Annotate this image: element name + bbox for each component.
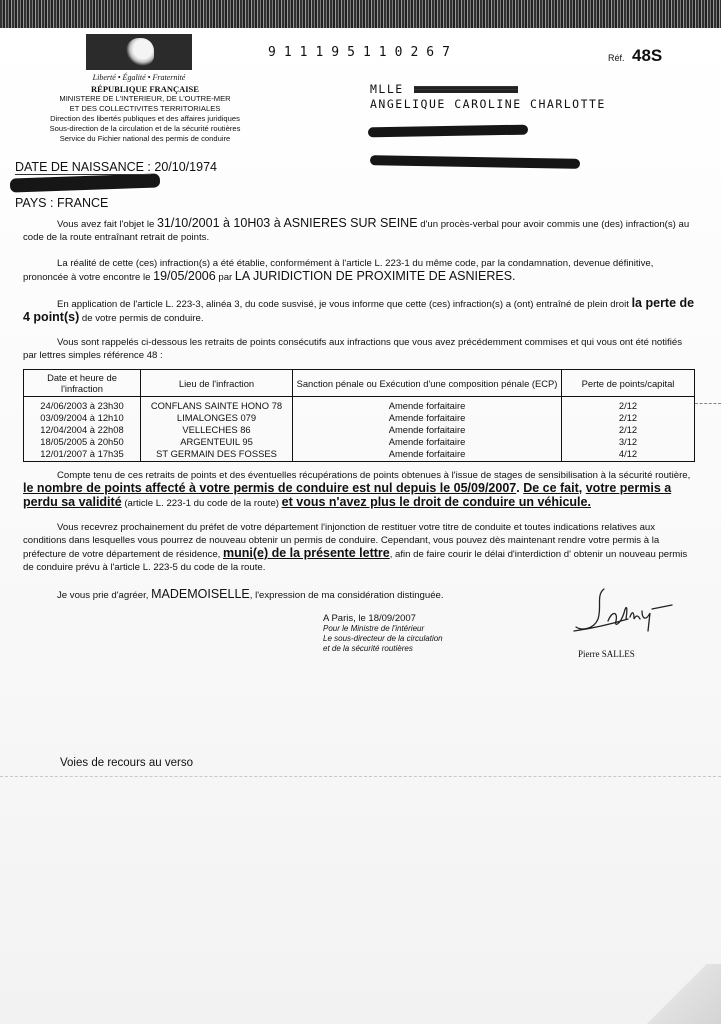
p5-comma: , xyxy=(578,481,586,495)
with-letter-statement: muni(e) de la présente lettre xyxy=(223,546,390,560)
birth-date-label: DATE DE NAISSANCE : xyxy=(15,160,151,174)
col-place-header: Lieu de l'infraction xyxy=(141,370,293,397)
row-points: 2/12 xyxy=(562,397,695,412)
row-date: 24/06/2003 à 23h30 xyxy=(24,397,141,412)
table-row xyxy=(24,397,695,412)
row-points: 2/12 xyxy=(562,423,695,435)
republic-motto: Liberté • Égalité • Fraternité xyxy=(92,73,186,82)
offence-date-place: 31/10/2001 à 10H03 à ASNIERES SUR SEINE xyxy=(156,216,418,230)
col-points-header: Perte de points/capital xyxy=(562,370,695,397)
scan-top-band xyxy=(0,0,721,28)
country-row xyxy=(15,196,108,210)
country-value: FRANCE xyxy=(56,196,109,210)
signature-line-3: et de la sécurité routières xyxy=(323,644,413,653)
table-header-row xyxy=(24,370,695,397)
republic-name: RÉPUBLIQUE FRANÇAISE xyxy=(91,84,199,94)
ministry-line-1: MINISTERE DE L'INTERIEUR, DE L'OUTRE-MER xyxy=(59,94,231,103)
no-driving-statement: et vous n'avez plus le droit de conduire un véhicule. xyxy=(281,495,591,509)
row-place: LIMALONGES 079 xyxy=(141,411,293,423)
row-sanction: Amende forfaitaire xyxy=(293,397,562,412)
salutation-title: MADEMOISELLE xyxy=(151,587,250,601)
paragraph-conviction xyxy=(23,257,695,284)
conviction-date: 19/05/2006 xyxy=(153,269,216,283)
reference-number: 911195110267 xyxy=(268,45,458,60)
p1-text-b: d'un procès-verbal pour avoir commis une (des) infraction(s) au code de la route entraînant retrait de points. xyxy=(23,219,690,243)
row-points: 3/12 xyxy=(562,435,695,447)
signature-line-1: Pour le Ministre de l'intérieur xyxy=(323,624,425,633)
country-label: PAYS : xyxy=(15,196,54,210)
scan-mark-line xyxy=(695,403,721,404)
p6-text-b: , afin de faire courir le délai d'interdiction d' obtenir un nouveau permis de conduire prévu à l'article L. 223-5 du code de la route. xyxy=(23,549,688,573)
signer-name: Pierre SALLES xyxy=(578,649,635,659)
marianne-logo xyxy=(86,34,192,70)
paragraph-prefect xyxy=(23,521,695,574)
place-date: A Paris, le 18/09/2007 xyxy=(323,613,416,624)
licence-invalid-statement: votre permis a perdu sa validité xyxy=(23,481,672,509)
p3-text-a: En application de l'article L. 223-3, alinéa 3, du code susvisé, je vous informe que cette (ces) infraction(s) a (ont) entraîné de plein droit xyxy=(57,299,632,310)
p5-text-a: Compte tenu de ces retraits de points et des éventuelles récupérations de points obtenues à l'issue de stages de sensibilisation à la sécurité routière, xyxy=(57,470,691,481)
row-place: VELLECHES 86 xyxy=(141,423,293,435)
ministry-line-2: ET DES COLLECTIVITES TERRITORIALES xyxy=(69,104,221,113)
row-points: 2/12 xyxy=(562,411,695,423)
infractions-table xyxy=(23,369,695,462)
fold-line xyxy=(0,776,721,777)
row-date: 03/09/2004 à 12h10 xyxy=(24,411,141,423)
row-sanction: Amende forfaitaire xyxy=(293,411,562,423)
p5-dot: . xyxy=(516,481,524,495)
appeal-notice: Voies de recours au verso xyxy=(60,757,193,769)
court-name: LA JURIDICTION DE PROXIMITE DE ASNIERES. xyxy=(234,269,516,283)
points-lost: la perte de 4 point(s) xyxy=(23,296,695,324)
birth-date-value: 20/10/1974 xyxy=(154,160,217,174)
ref-code: 48S xyxy=(632,46,663,65)
table-row xyxy=(24,447,695,462)
p2-text-a: La réalité de cette (ces) infraction(s) a été établie, conformément à l'article L. 223-1 du même code, par la condamnation, devenue définitive, prononcée à votre encontre le xyxy=(23,258,654,283)
row-place: ST GERMAIN DES FOSSES xyxy=(141,447,293,462)
signature-line-2: Le sous-directeur de la circulation xyxy=(323,634,443,643)
row-place: CONFLANS SAINTE HONO 78 xyxy=(141,397,293,412)
row-sanction: Amende forfaitaire xyxy=(293,423,562,435)
table-row xyxy=(24,411,695,423)
col-sanction-header: Sanction pénale ou Exécution d'une composition pénale (ECP) xyxy=(293,370,562,397)
recipient-first-names: ANGELIQUE CAROLINE CHARLOTTE xyxy=(370,97,606,111)
service-line: Service du Fichier national des permis de conduire xyxy=(59,134,231,143)
p3-text-b: de votre permis de conduire. xyxy=(79,313,204,324)
row-place: ARGENTEUIL 95 xyxy=(141,435,293,447)
signature-block xyxy=(323,613,443,654)
direction-line: Direction des libertés publiques et des affaires juridiques xyxy=(50,114,240,123)
page-curl xyxy=(631,964,721,1024)
marianne-silhouette-icon xyxy=(126,38,154,66)
table-row xyxy=(24,435,695,447)
p7-text-a: Je vous prie d'agréer, xyxy=(57,590,152,601)
p6-text-a: Vous recevrez prochainement du préfet de votre département l'injonction de restituer votre titre de conduite et toutes indications relatives aux conditions dans lesquelles vous pourrez de nouveau obtenir un permis de conduire. Cependant, vous pouvez dès maintenant rendre votre permis à la préfecture de votre département de résidence, xyxy=(23,522,660,560)
row-date: 18/05/2005 à 20h50 xyxy=(24,435,141,447)
table-row xyxy=(24,423,695,435)
row-sanction: Amende forfaitaire xyxy=(293,435,562,447)
col-date-header: Date et heure de l'infraction xyxy=(24,370,141,397)
paragraph-offence xyxy=(23,217,695,244)
points-null-statement: le nombre de points affecté à votre permis de conduire est nul depuis le 05/09/2007 xyxy=(23,481,517,495)
subdirection-line: Sous-direction de la circulation et de la sécurité routières xyxy=(49,124,241,133)
row-date: 12/04/2004 à 22h08 xyxy=(24,423,141,435)
birth-date-row xyxy=(15,160,217,174)
recipient-civility: MLLE xyxy=(370,82,404,96)
ref-label: Réf. xyxy=(608,53,625,63)
row-sanction: Amende forfaitaire xyxy=(293,447,562,462)
handwritten-signature xyxy=(568,585,678,645)
paragraph-invalidity xyxy=(23,469,695,510)
row-date: 12/01/2007 à 17h35 xyxy=(24,447,141,462)
recipient-title xyxy=(370,82,518,96)
paragraph-previous: Vous sont rappelés ci-dessous les retraits de points consécutifs aux infractions que vous avez précédemment commises et qui vous ont été notifiés par lettres simples référence 48 : xyxy=(23,337,682,361)
row-points: 4/12 xyxy=(562,447,695,462)
redacted-surname xyxy=(414,86,518,93)
p5-text-b: (article L. 223-1 du code de la route) xyxy=(121,498,282,509)
p1-text-a: Vous avez fait l'objet le xyxy=(57,219,157,230)
p2-text-b: par xyxy=(215,272,235,283)
p7-text-b: , l'expression de ma considération distinguée. xyxy=(249,590,444,601)
paragraph-points-loss xyxy=(23,297,695,325)
ministry-header xyxy=(20,84,270,144)
consequently-text: De ce fait xyxy=(523,481,579,495)
